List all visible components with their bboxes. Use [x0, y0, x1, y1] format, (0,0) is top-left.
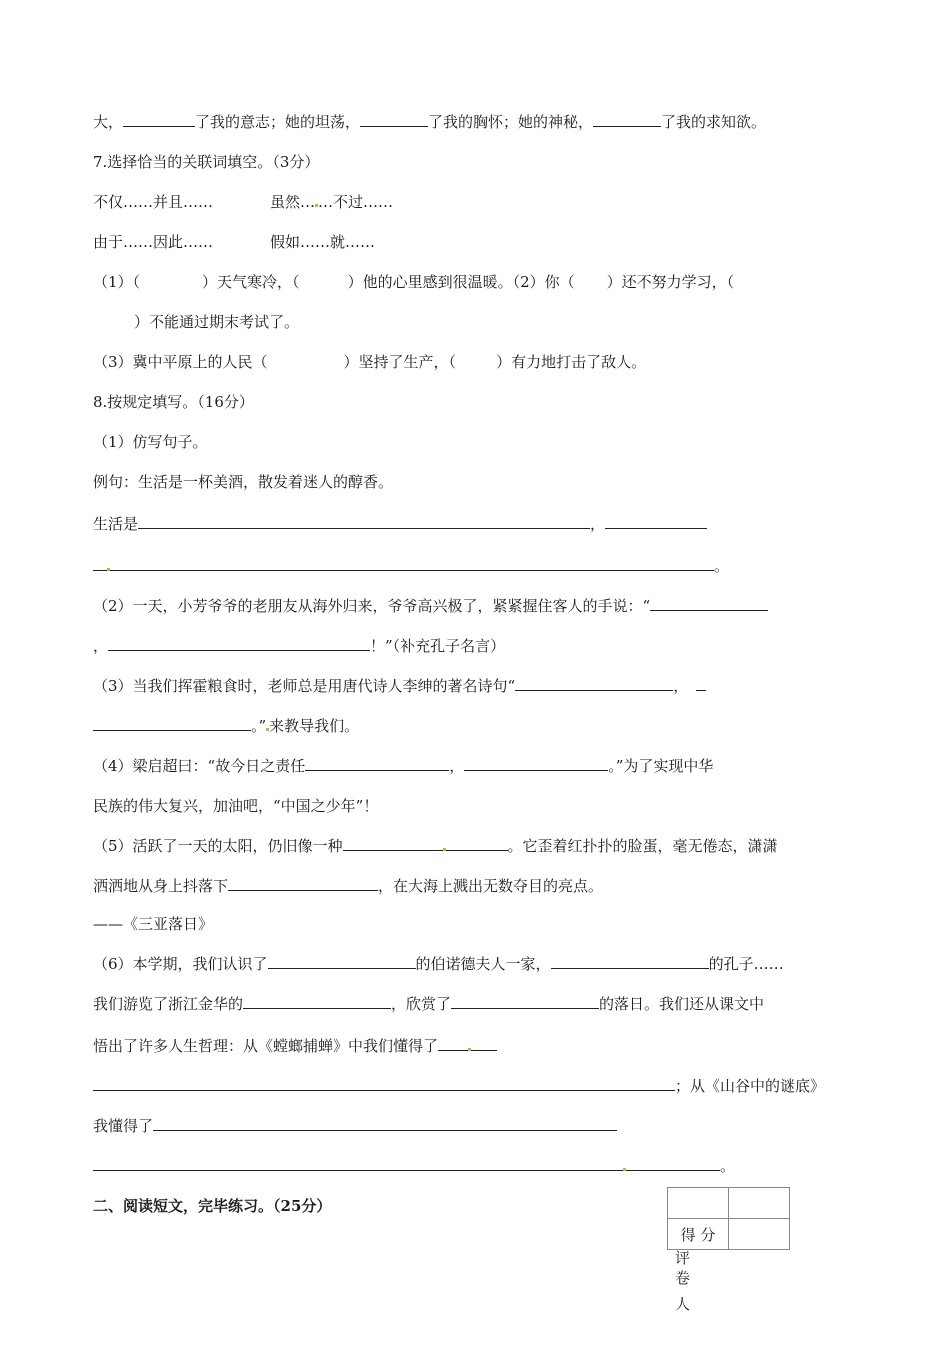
q8-p6-text9: 我懂得了 — [93, 1117, 154, 1135]
q8-part5-source: ——《三亚落日》 — [93, 915, 214, 933]
q8-part3-line2 — [93, 716, 359, 736]
blank[interactable] — [650, 596, 768, 611]
blank[interactable] — [268, 954, 416, 969]
score-cell-empty[interactable] — [729, 1188, 790, 1219]
q6-text-1: 大， — [93, 113, 124, 131]
q8-part6-line4 — [93, 1076, 825, 1096]
section2-title: 二、阅读短文，完毕练习。（25分） — [93, 1197, 332, 1215]
q7-option-2 — [270, 192, 393, 212]
score-table — [667, 1187, 790, 1250]
q8-p3-text: （3）当我们挥霍粮食时，老师总是用唐代诗人李绅的著名诗句“ — [93, 677, 516, 695]
blank[interactable] — [153, 1116, 617, 1131]
blank[interactable] — [343, 836, 443, 851]
q7-sentence-1 — [93, 272, 734, 292]
blank[interactable] — [138, 514, 590, 529]
q7-option-1: 不仅……并且…… — [93, 193, 214, 211]
q8-title: 8.按规定填写。（16分） — [93, 393, 254, 411]
q8-part6-line1 — [93, 954, 784, 974]
q7-s1-text-3: ）他的心里感到很温暖。（2）你（ — [347, 273, 575, 291]
blank[interactable] — [360, 112, 428, 127]
q8-p3-close: 。” — [251, 717, 267, 735]
blank[interactable] — [593, 112, 661, 127]
q8-part2-line1 — [93, 596, 768, 616]
grader-label-2: 人 — [675, 1295, 705, 1313]
q8-p3-end: 来教导我们。 — [269, 717, 360, 735]
q8-part3-line1 — [93, 676, 706, 696]
score-input[interactable] — [729, 1219, 790, 1250]
q8-p5-text: （5）活跃了一天的太阳，仍旧像一种 — [93, 837, 343, 855]
q7-s1-text-4: ）还不努力学习，（ — [606, 273, 735, 291]
blank[interactable] — [696, 676, 706, 691]
q7-option-2b: …不过…… — [318, 193, 394, 211]
q8-part5-line1 — [93, 836, 778, 856]
q7-s1-text-1: （1）（ — [93, 273, 141, 291]
q7-title: 7.选择恰当的关联词填空。（3分） — [93, 153, 320, 171]
blank[interactable] — [451, 994, 599, 1009]
q8-part6-line5 — [93, 1116, 617, 1136]
blank[interactable] — [93, 1156, 623, 1171]
q7-option-3: 由于……因此…… — [93, 233, 214, 251]
q6-text-3: 了我的胸怀；她的神秘， — [428, 113, 594, 131]
q8-part1-title: （1）仿写句子。 — [93, 433, 208, 451]
q8-p6-text7: 悟出了许多人生哲理：从《螳螂捕蝉》中我们懂得了 — [93, 1037, 439, 1055]
q8-part4-line2: 民族的伟大复兴，加油吧，“中国之少年”！ — [93, 797, 379, 815]
blank[interactable] — [438, 1036, 468, 1051]
score-label: 得 分 — [668, 1219, 729, 1250]
q7-s1-text-2: ）天气寒冷，（ — [202, 273, 300, 291]
score-cell-empty — [668, 1188, 729, 1219]
blank[interactable] — [228, 876, 378, 891]
q7-s3-text-2: ）坚持了生产，（ — [343, 353, 457, 371]
q8-part6-line3 — [93, 1036, 497, 1056]
q6-text-4: 了我的求知欲。 — [661, 113, 767, 131]
blank[interactable] — [110, 556, 714, 571]
q8-p4-text: （4）梁启超曰：“故今日之责任 — [93, 757, 306, 775]
period: 。 — [720, 1157, 736, 1175]
q7-s3-text-3: ）有力地打击了敌人。 — [496, 353, 647, 371]
blank[interactable] — [93, 1076, 675, 1091]
comma: ， — [93, 637, 109, 655]
q8-part4-line1 — [93, 756, 713, 776]
q7-option-2a: 虽然… — [270, 193, 316, 211]
q8-part2-line2 — [93, 636, 505, 656]
blank[interactable] — [551, 954, 709, 969]
blank[interactable] — [108, 636, 370, 651]
q8-part6-line2 — [93, 994, 764, 1014]
q8-p5-mid: 。它歪着红扑扑的脸蛋，毫无倦态，潇潇 — [507, 837, 778, 855]
comma: ， — [449, 757, 465, 775]
q8-p6-text4: 我们游览了浙江金华的 — [93, 995, 244, 1013]
q8-p6-text6: 的落日。我们还从课文中 — [599, 995, 765, 1013]
q6-tail-line — [93, 112, 766, 132]
blank[interactable] — [515, 676, 673, 691]
q8-part1-line1 — [93, 514, 707, 534]
blank[interactable] — [471, 1036, 497, 1051]
q8-p6-text8: ；从《山谷中的谜底》 — [675, 1077, 826, 1095]
q7-sentence-3 — [93, 352, 646, 372]
q8-p5-text2: 洒洒地从身上抖落下 — [93, 877, 229, 895]
blank[interactable] — [605, 514, 707, 529]
q7-s3-text-1: （3）冀中平原上的人民（ — [93, 353, 268, 371]
q8-p4-mid: 。”为了实现中华 — [608, 757, 714, 775]
blank[interactable] — [93, 716, 251, 731]
q8-part6-line6 — [93, 1156, 735, 1176]
q6-text-2: 了我的意志；她的坦荡， — [195, 113, 361, 131]
q8-p6-text1: （6）本学期，我们认识了 — [93, 955, 268, 973]
q8-p6-text2: 的伯诺德夫人一家， — [415, 955, 551, 973]
comma: ， — [673, 677, 689, 695]
q8-p1-start: 生活是 — [93, 515, 139, 533]
q8-part5-line2 — [93, 876, 603, 896]
q8-p5-end: ，在大海上溅出无数夺目的亮点。 — [378, 877, 604, 895]
blank[interactable] — [626, 1156, 720, 1171]
period: 。 — [714, 557, 730, 575]
q8-p6-text3: 的孔子…… — [708, 955, 784, 973]
blank[interactable] — [305, 756, 449, 771]
blank[interactable] — [464, 756, 608, 771]
q8-part1-line2 — [93, 556, 729, 576]
q7-sentence-1b: ）不能通过期末考试了。 — [134, 313, 300, 331]
q8-p2-text: （2）一天，小芳爷爷的老朋友从海外归来，爷爷高兴极了，紧紧握住客人的手说：“ — [93, 597, 651, 615]
blank[interactable] — [93, 556, 107, 571]
q8-p2-end: ！”（补充孔子名言） — [370, 637, 506, 655]
q8-example: 例句：生活是一杯美酒，散发着迷人的醇香。 — [93, 473, 394, 491]
blank[interactable] — [123, 112, 195, 127]
grader-label-1: 评 卷 — [675, 1249, 705, 1287]
blank[interactable] — [446, 836, 508, 851]
blank[interactable] — [243, 994, 391, 1009]
q8-p6-text5: ，欣赏了 — [391, 995, 452, 1013]
comma: ， — [590, 515, 606, 533]
q7-option-4: 假如……就…… — [270, 233, 376, 251]
